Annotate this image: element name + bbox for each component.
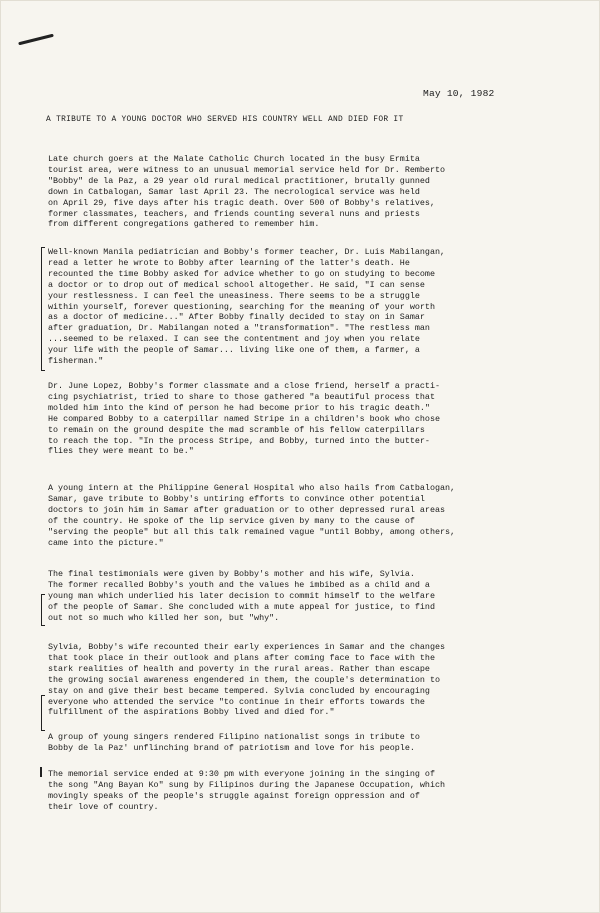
text-line: A group of young singers rendered Filipino nationalist songs in tribute to [48, 732, 420, 742]
paragraph [48, 732, 568, 754]
text-line: your restlessness. I can feel the uneasiness. There seems to be a struggle [48, 290, 420, 301]
text-line: "serving the people" but all this talk remained vague "until Bobby, among others, [48, 526, 456, 537]
text-line: out not so much who killed her son, but "why". [48, 612, 280, 623]
paragraph [48, 483, 568, 548]
text-line: came into the picture." [48, 537, 164, 548]
text-line: to remain on the ground despite the mad scramble of his fellow caterpillars [48, 424, 425, 435]
text-line: fisherman." [48, 356, 104, 367]
paragraph [48, 642, 568, 718]
text-line: cing psychiatrist, tried to share to those gathered "a beautiful process that [48, 391, 435, 402]
text-line: Bobby de la Paz' unflinching brand of patriotism and love for his people. [48, 742, 415, 753]
text-line: read a letter he wrote to Bobby after learning of the latter's death. He [48, 257, 410, 268]
text-line: of the people of Samar. She concluded with a mute appeal for justice, to find [48, 601, 435, 612]
pen-mark [18, 34, 54, 46]
text-line: flies they were meant to be." [48, 446, 194, 457]
text-line: stay on and give their best became tempered. Sylvia concluded by encouraging [48, 685, 430, 696]
text-line: down in Catbalogan, Samar last April 23. The necrological service was held [48, 186, 420, 197]
text-line: doctors to join him in Samar after graduation or to other depressed rural areas [48, 504, 446, 515]
paragraph [48, 769, 568, 813]
text-line: recounted the time Bobby asked for advice whether to go on studying to become [48, 268, 435, 279]
text-line: on April 29, five days after his tragic death. Over 500 of Bobby's relatives, [48, 197, 435, 208]
text-line: a doctor or to drop out of medical school altogether. He said, "I can sense [48, 279, 425, 290]
text-line: the song "Ang Bayan Ko" sung by Filipinos during the Japanese Occupation, which [48, 779, 446, 790]
text-line: tourist area, were witness to an unusual memorial service held for Dr. Remberto [48, 164, 446, 175]
text-line: A young intern at the Philippine General Hospital who also hails from Catbalogan, [48, 483, 456, 493]
text-line: to reach the top. "In the process Stripe, and Bobby, turned into the butter- [48, 435, 430, 446]
document-date: May 10, 1982 [423, 88, 495, 99]
text-line: fulfillment of the aspirations Bobby lived and died for." [48, 707, 335, 718]
text-line: stark realities of health and poverty in the rural areas. Rather than escape [48, 663, 430, 674]
text-line: everyone who attended the service "to continue in their efforts towards the [48, 696, 425, 707]
text-line: Well-known Manila pediatrician and Bobby's former teacher, Dr. Luis Mabilangan, [48, 247, 446, 257]
margin-bracket [41, 695, 45, 731]
text-line: The final testimonials were given by Bobby's mother and his wife, Sylvia. [48, 569, 415, 579]
margin-bracket [41, 247, 45, 371]
text-line: Samar, gave tribute to Bobby's untiring efforts to convince other potential [48, 493, 425, 504]
text-line: that took place in their outlook and plans after coming face to face with the [48, 652, 435, 663]
text-line: young man which underlied his later decision to commit himself to the welfare [48, 590, 435, 601]
paragraph [48, 569, 568, 624]
text-line: from different congregations gathered to remember him. [48, 219, 320, 230]
text-line: "Bobby" de la Paz, a 29 year old rural medical practitioner, brutally gunned [48, 175, 430, 186]
paragraph [48, 154, 568, 230]
text-line: Sylvia, Bobby's wife recounted their early experiences in Samar and the changes [48, 642, 446, 652]
text-line: Dr. June Lopez, Bobby's former classmate and a close friend, herself a practi- [48, 381, 441, 391]
text-line: after graduation, Dr. Mabilangan noted a "transformation". "The restless man [48, 323, 430, 334]
text-line: of the country. He spoke of the lip service given by many to the cause of [48, 515, 415, 526]
text-line: movingly speaks of the people's struggle against foreign oppression and of [48, 790, 420, 801]
margin-mark [40, 767, 42, 777]
text-line: the growing social awareness engendered in them, the couple's determination to [48, 674, 441, 685]
text-line: your life with the people of Samar... living like one of them, a farmer, a [48, 345, 420, 356]
text-line: former classmates, teachers, and friends counting several nuns and priests [48, 208, 420, 219]
text-line: as a doctor of medicine..." After Bobby finally decided to stay on in Samar [48, 312, 425, 323]
text-line: The former recalled Bobby's youth and the values he imbibed as a child and a [48, 579, 430, 590]
text-line: within yourself, forever questioning, searching for the meaning of your worth [48, 301, 435, 312]
text-line: The memorial service ended at 9:30 pm with everyone joining in the singing of [48, 769, 435, 779]
text-line: molded him into the kind of person he had become prior to his tragic death." [48, 402, 430, 413]
margin-bracket [41, 594, 45, 626]
paragraph [48, 247, 568, 367]
paragraph [48, 381, 568, 457]
text-line: their love of country. [48, 801, 159, 812]
document-title: A TRIBUTE TO A YOUNG DOCTOR WHO SERVED HIS COUNTRY WELL AND DIED FOR IT [46, 115, 404, 124]
text-line: He compared Bobby to a caterpillar named Stripe in a children's book who chose [48, 413, 441, 424]
text-line: ...seemed to be relaxed. I can see the contentment and joy when you relate [48, 334, 420, 345]
text-line: Late church goers at the Malate Catholic Church located in the busy Ermita [48, 154, 420, 164]
